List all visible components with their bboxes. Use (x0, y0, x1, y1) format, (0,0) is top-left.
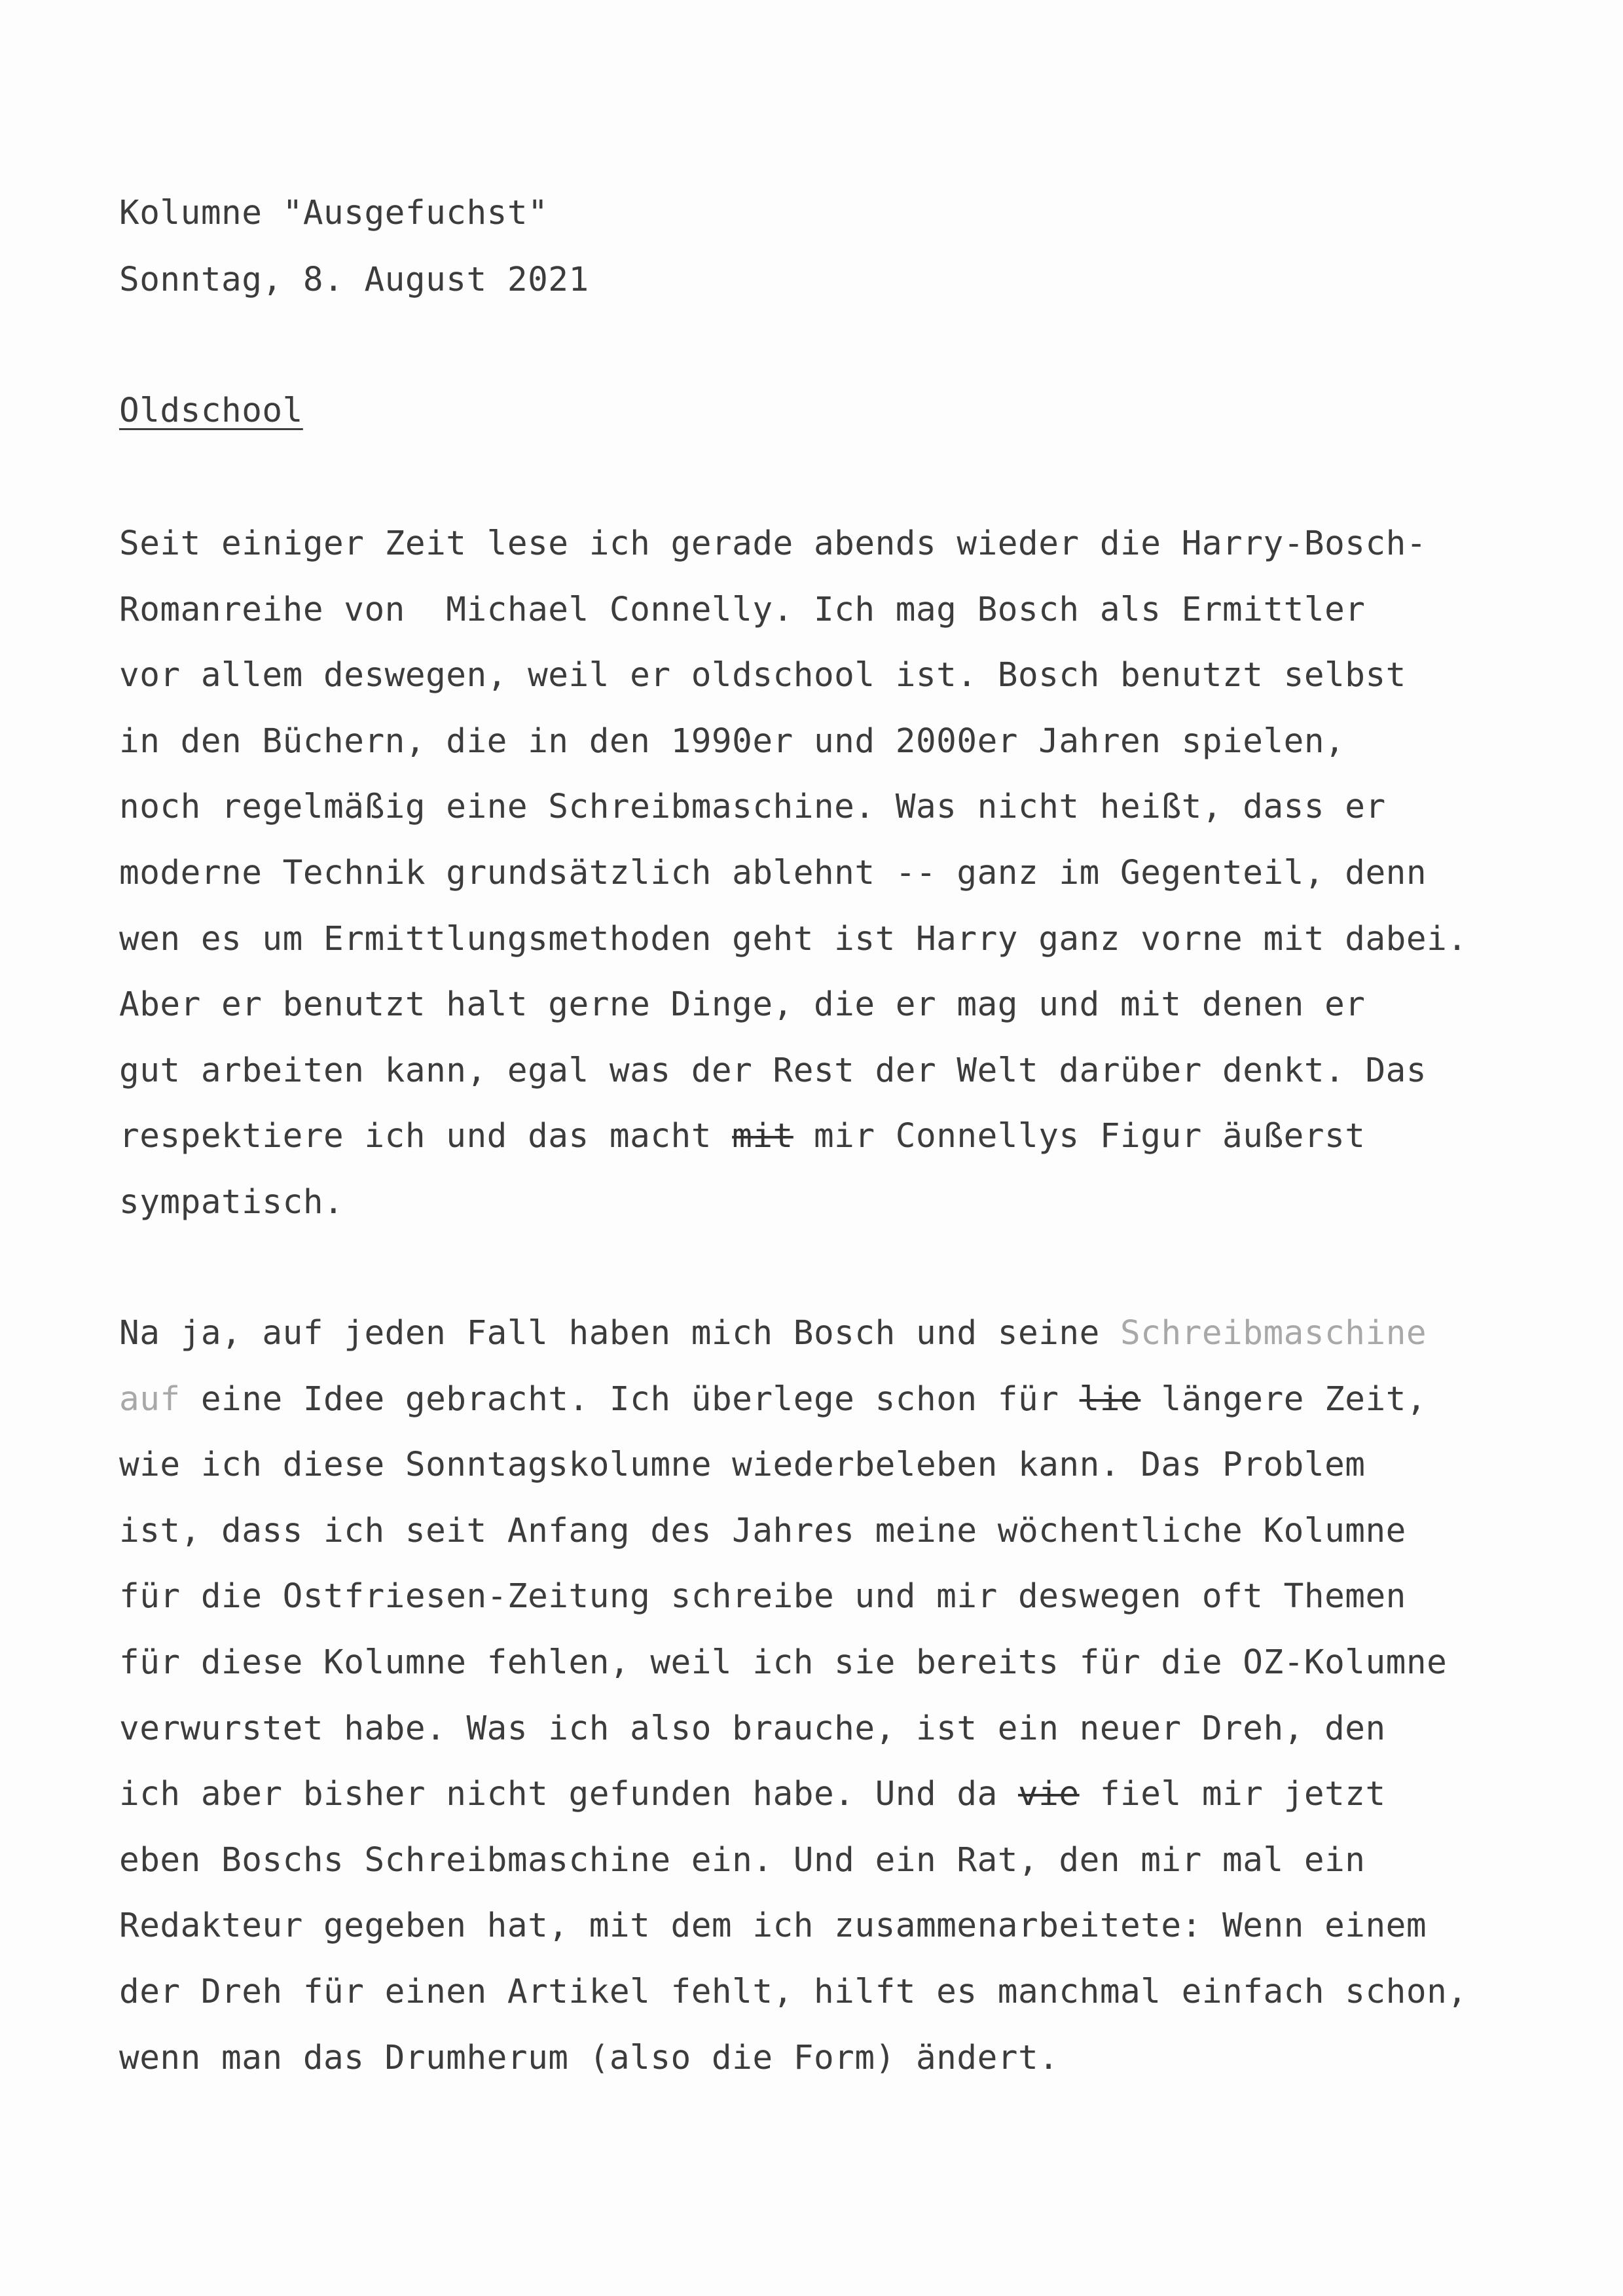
paragraph-line: Seit einiger Zeit lese ich gerade abends wieder die Harry-Bosch- (119, 524, 1427, 563)
line-text: eine Idee gebracht. Ich überlege schon für (180, 1379, 1080, 1419)
faint-word: Schreibmaschine (1120, 1314, 1427, 1353)
paragraph-line: noch regelmäßig eine Schreibmaschine. Was nicht heißt, dass er (119, 788, 1386, 827)
paragraph-line: für diese Kolumne fehlen, weil ich sie bereits für die OZ-Kolumne (119, 1643, 1448, 1682)
paragraph-line: moderne Technik grundsätzlich ablehnt -- ganz im Gegenteil, denn (119, 853, 1427, 892)
paragraph-line: für die Ostfriesen-Zeitung schreibe und mir deswegen oft Themen (119, 1577, 1406, 1616)
line-text: längere Zeit, (1140, 1379, 1427, 1419)
faint-word: auf (119, 1379, 181, 1419)
line-text: fiel mir jetzt (1079, 1775, 1386, 1814)
paragraph-line (119, 1116, 1468, 1182)
struck-word: vie (1018, 1775, 1080, 1814)
paragraph-1 (119, 524, 1468, 1248)
paragraph-line (119, 1774, 1468, 1840)
paragraph-line (119, 1313, 1468, 1379)
paragraph-line: vor allem deswegen, weil er oldschool ist. Bosch benutzt selbst (119, 656, 1406, 695)
paragraph-line: Redakteur gegeben hat, mit dem ich zusammenarbeitete: Wenn einem (119, 1906, 1427, 1946)
paragraph-line: in den Büchern, die in den 1990er und 2000er Jahren spielen, (119, 721, 1345, 761)
paragraph-line: wen es um Ermittlungsmethoden geht ist Harry ganz vorne mit dabei. (119, 919, 1468, 958)
paragraph-line: verwurstet habe. Was ich also brauche, ist ein neuer Dreh, den (119, 1709, 1386, 1748)
paragraph-2 (119, 1313, 1468, 2104)
line-text: Na ja, auf jeden Fall haben mich Bosch und seine (119, 1314, 1121, 1353)
struck-word: mit (732, 1117, 793, 1156)
line-text: mir Connellys Figur äußerst (793, 1117, 1366, 1156)
paragraph-line: der Dreh für einen Artikel fehlt, hilft es manchmal einfach schon, (119, 1972, 1468, 2011)
column-name: Kolumne "Ausgefuchst" (119, 194, 549, 232)
line-text: respektiere ich und das macht (119, 1117, 733, 1156)
paragraph-line: Aber er benutzt halt gerne Dinge, die er mag und mit denen er (119, 985, 1366, 1025)
paragraph-line: wie ich diese Sonntagskolumne wiederbeleben kann. Das Problem (119, 1446, 1366, 1485)
column-date: Sonntag, 8. August 2021 (119, 261, 589, 299)
struck-word: lie (1079, 1379, 1141, 1419)
paragraph-line: gut arbeiten kann, egal was der Rest der Welt darüber denkt. Das (119, 1051, 1427, 1090)
paragraph-line: sympatisch. (119, 1182, 344, 1222)
paragraph-line: ist, dass ich seit Anfang des Jahres meine wöchentliche Kolumne (119, 1511, 1406, 1550)
paragraph-line: eben Boschs Schreibmaschine ein. Und ein Rat, den mir mal ein (119, 1840, 1366, 1880)
article-title: Oldschool (119, 392, 303, 430)
paragraph-line: wenn man das Drumherum (also die Form) ändert. (119, 2038, 1059, 2077)
paragraph-line: Romanreihe von Michael Connelly. Ich mag Bosch als Ermittler (119, 590, 1366, 629)
paragraph-line (119, 1379, 1468, 1446)
line-text: ich aber bisher nicht gefunden habe. Und da (119, 1775, 1019, 1814)
